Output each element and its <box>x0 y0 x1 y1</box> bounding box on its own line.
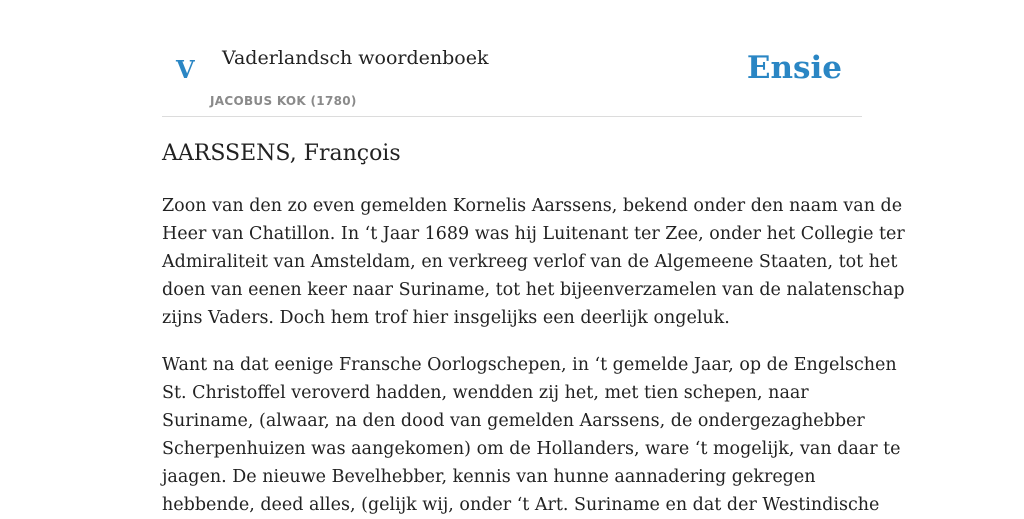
paragraph-line: Suriname, (alwaar, na den dood van gemelden Aarssens, de ondergezaghebber <box>162 411 865 431</box>
paragraph-line: jaagen. De nieuwe Bevelhebber, kennis van hunne aannadering gekregen <box>162 467 816 487</box>
paragraph-line: zijns Vaders. Doch hem trof hier insgelijks een deerlijk ongeluk. <box>162 308 730 328</box>
paragraph-line: Admiraliteit van Amsteldam, en verkreeg verlof van de Algemeene Staaten, tot het <box>162 252 898 272</box>
entry-paragraph <box>162 351 901 519</box>
brand-logo[interactable]: Ensie <box>746 50 842 86</box>
entry-title: AARSSENS, François <box>162 141 401 166</box>
paragraph-line: Heer van Chatillon. In ‘t Jaar 1689 was hij Luitenant ter Zee, onder het Collegie ter <box>162 224 905 244</box>
paragraph-line: Scherpenhuizen was aangekomen) om de Hollanders, ware ‘t mogelijk, van daar te <box>162 439 901 459</box>
book-author: JACOBUS KOK (1780) <box>210 94 357 108</box>
page <box>162 0 905 515</box>
paragraph-line: Zoon van den zo even gemelden Kornelis Aarssens, bekend onder den naam van de <box>162 196 903 216</box>
paragraph-line: doen van eenen keer naar Suriname, tot het bijeenverzamelen van de nalatenschap <box>162 280 905 300</box>
book-title[interactable]: Vaderlandsch woordenboek <box>222 47 489 69</box>
paragraph-line: Want na dat eenige Fransche Oorlogschepen, in ‘t gemelde Jaar, op de Engelschen <box>162 355 897 375</box>
entry-paragraph <box>162 192 905 332</box>
book-letter-icon[interactable]: V <box>176 55 195 84</box>
paragraph-line: St. Christoffel veroverd hadden, wendden zij het, met tien schepen, naar <box>162 383 809 403</box>
paragraph-line: hebbende, deed alles, (gelijk wij, onder ‘t Art. Suriname en dat der Westindische <box>162 495 880 515</box>
header <box>162 0 862 117</box>
